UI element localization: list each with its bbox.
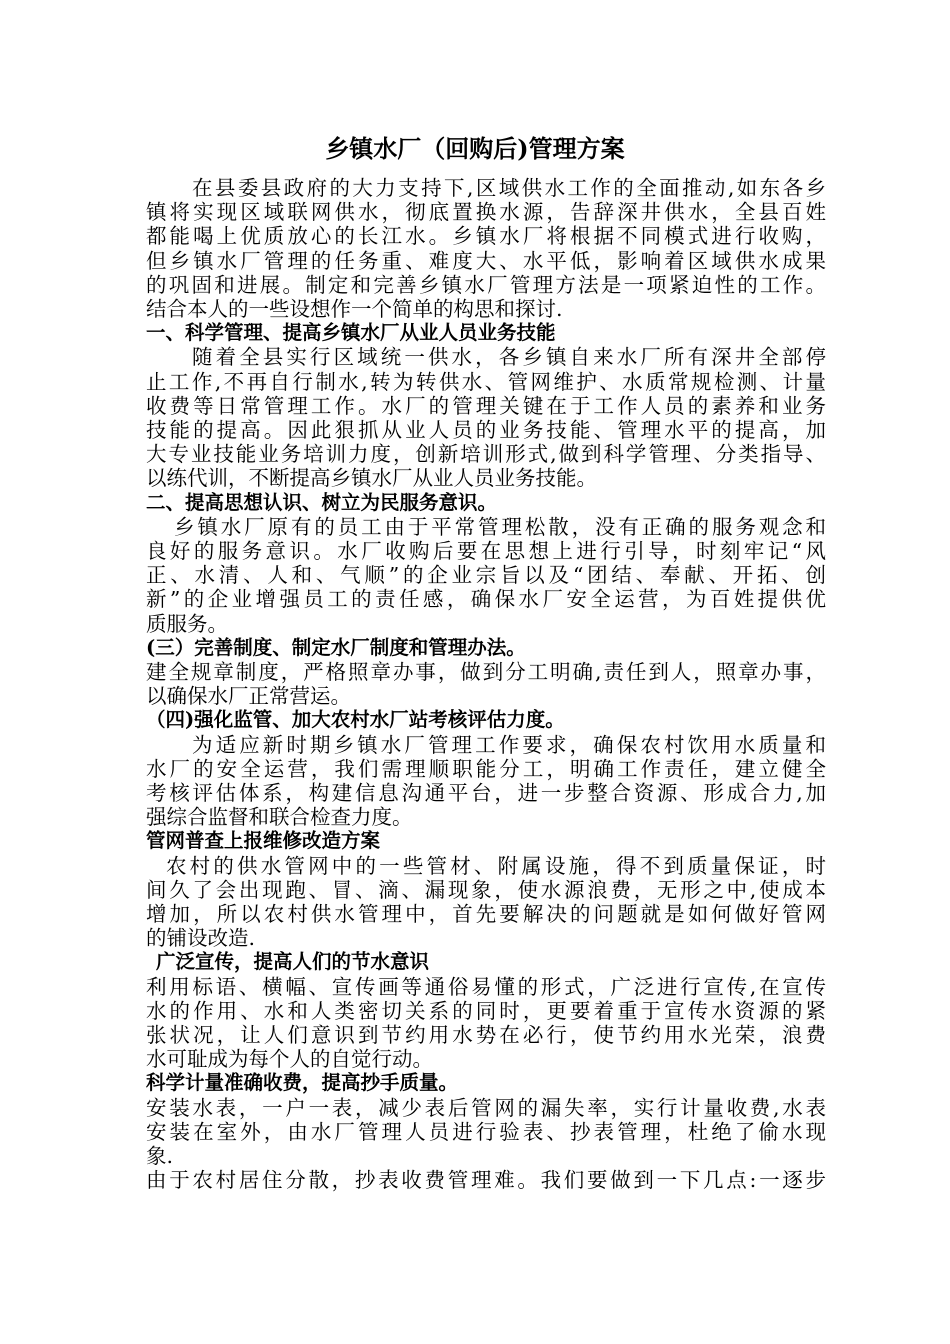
body-text-line: 建全规章制度，严格照章办事，做到分工明确,责任到人，照章办事，: [146, 660, 826, 684]
body-text-line: 以练代训，不断提高乡镇水厂从业人员业务技能。: [146, 466, 597, 491]
body-text-line: 农村的供水管网中的一些管材、附属设施，得不到质量保证，时: [166, 853, 826, 878]
body-text-line: 利用标语、横幅、宣传画等通俗易懂的形式，广泛进行宣传,在宣传: [146, 974, 826, 999]
body-text-line: 考核评估体系，构建信息沟通平台，进一步整合资源、形成合力,加: [146, 781, 826, 805]
body-text-line: 间久了会出现跑、冒、滴、漏现象，使水源浪费，无形之中,使成本: [146, 877, 826, 902]
body-text-line: 张状况，让人们意识到节约用水势在必行，使节约用水光荣，浪费: [146, 1023, 826, 1047]
section-heading: 一、科学管理、提高乡镇水厂从业人员业务技能: [146, 321, 556, 345]
body-text-line: 正、水清、人和、气顺”的企业宗旨以及“团结、奉献、开拓、创: [146, 563, 826, 588]
body-text-line: 增加，所以农村供水管理中，首先要解决的问题就是如何做好管网: [146, 902, 826, 926]
body-text-line: 收费等日常管理工作。水厂的管理关键在于工作人员的素养和业务: [146, 393, 826, 418]
body-text-line: 象.: [146, 1144, 174, 1168]
body-text-line: 强综合监督和联合检查力度。: [146, 805, 413, 830]
body-text-line: 安装水表，一户一表，减少表后管网的漏失率，实行计量收费,水表: [146, 1095, 826, 1120]
body-text-line: 新”的企业增强员工的责任感，确保水厂安全运营，为百姓提供优: [146, 587, 826, 612]
section-heading: 广泛宣传，提高人们的节水意识: [156, 950, 430, 974]
body-text-line: 良好的服务意识。水厂收购后要在思想上进行引导，时刻牢记“风: [146, 539, 826, 563]
section-heading: 管网普查上报维修改造方案: [146, 829, 381, 853]
body-text-line: 止工作,不再自行制水,转为转供水、管网维护、水质常规检测、计量: [146, 369, 826, 394]
body-text-line: 的巩固和进展。制定和完善乡镇水厂管理方法是一项紧迫性的工作。: [146, 272, 826, 297]
body-text-line: 随着全县实行区域统一供水，各乡镇自来水厂所有深井全部停: [192, 345, 826, 370]
body-text-line: 以确保水厂正常营运。: [146, 684, 351, 709]
body-text-line: 的铺设改造.: [146, 926, 256, 951]
section-heading: （四)强化监管、加大农村水厂站考核评估力度。: [146, 708, 565, 732]
body-text-line: 都能喝上优质放心的长江水。乡镇水厂将根据不同模式进行收购，: [146, 224, 826, 249]
body-text-line: 在县委县政府的大力支持下,区域供水工作的全面推动,如东各乡: [192, 176, 826, 200]
page-title: 乡镇水厂（回购后)管理方案: [325, 134, 625, 163]
body-text-line: 水的作用、水和人类密切关系的同时，更要着重于宣传水资源的紧: [146, 998, 826, 1023]
body-text-line: 镇将实现区域联网供水，彻底置换水源，告辞深井供水，全县百姓: [146, 200, 826, 225]
body-text-line: 大专业技能业务培训力度，创新培训形式,做到科学管理、分类指导、: [146, 442, 826, 467]
section-heading: (三）完善制度、制定水厂制度和管理办法。: [146, 635, 526, 659]
body-text-line: 质服务。: [146, 611, 228, 636]
section-heading: 二、提高思想认识、树立为民服务意识。: [146, 490, 498, 514]
body-text-line: 水可耻成为每个人的自觉行动。: [146, 1047, 433, 1072]
body-text-line: 乡镇水厂原有的员工由于平常管理松散，没有正确的服务观念和: [174, 514, 826, 539]
body-text-line: 由于农村居住分散，抄表收费管理难。我们要做到一下几点:一逐步: [146, 1168, 826, 1193]
body-text-line: 但乡镇水厂管理的任务重、难度大、水平低，影响着区域供水成果: [146, 248, 826, 273]
section-heading: 科学计量准确收费，提高抄手质量。: [146, 1071, 459, 1095]
body-text-line: 安装在室外，由水厂管理人员进行验表、抄表管理，杜绝了偷水现: [146, 1119, 826, 1144]
body-text-line: 技能的提高。因此狠抓从业人员的业务技能、管理水平的提高，加: [146, 418, 826, 442]
body-text-line: 水厂的安全运营，我们需理顺职能分工，明确工作责任，建立健全: [146, 756, 826, 781]
body-text-line: 结合本人的一些设想作一个简单的构思和探讨.: [146, 297, 563, 321]
body-text-line: 为适应新时期乡镇水厂管理工作要求，确保农村饮用水质量和: [192, 732, 826, 757]
